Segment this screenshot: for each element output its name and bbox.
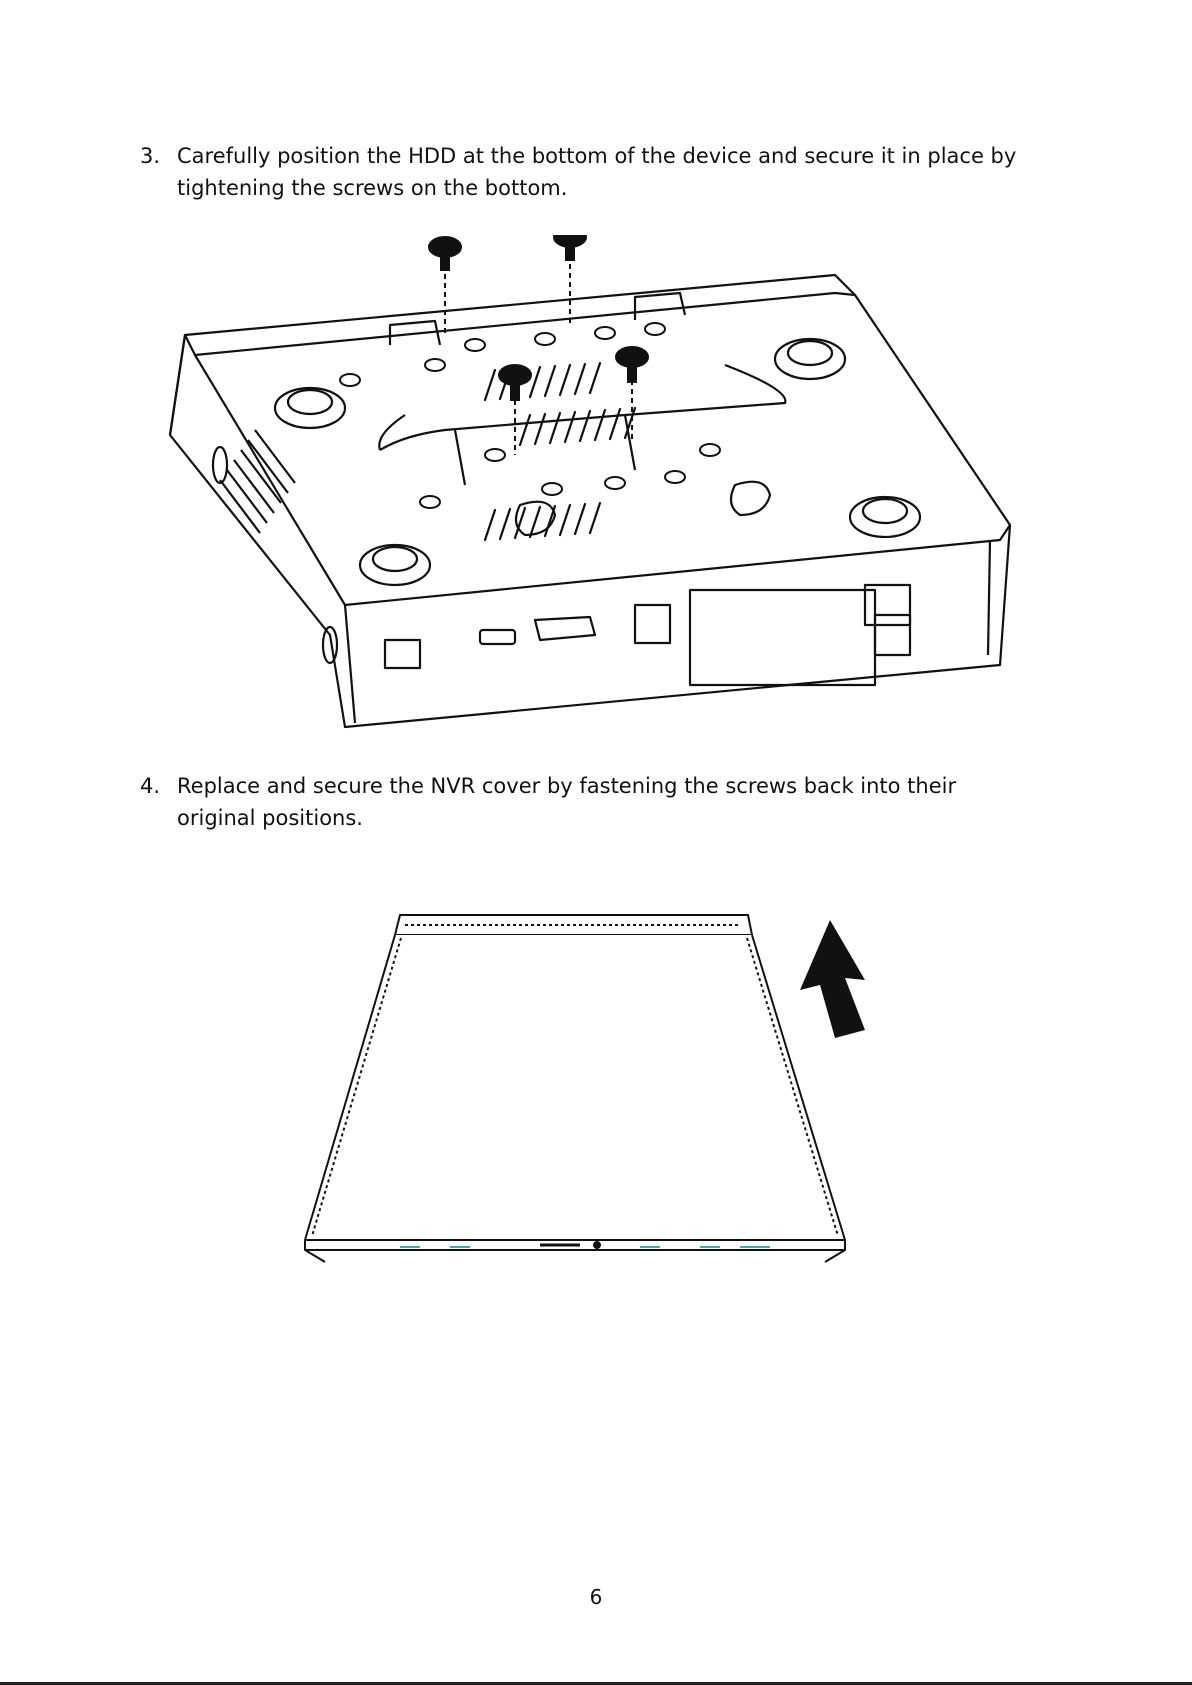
step-4 <box>140 770 1020 840</box>
step-number: 4. <box>140 774 161 798</box>
nvr-cover-illustration <box>300 890 880 1275</box>
page-number: 6 <box>589 1585 603 1609</box>
step-text: Carefully position the HDD at the bottom of the device and secure it in place by tightening the screws on the bottom. <box>177 144 1017 200</box>
nvr-bottom-hdd-illustration <box>165 235 1020 740</box>
step-3 <box>140 140 1020 210</box>
step-number: 3. <box>140 144 161 168</box>
step-text: Replace and secure the NVR cover by fastening the screws back into their original positions. <box>177 774 957 830</box>
